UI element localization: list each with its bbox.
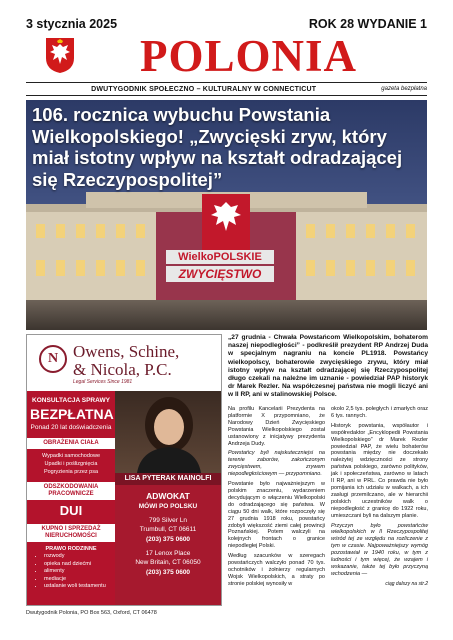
family-item: • opieka nad dziećmi	[44, 561, 112, 569]
office-1-phone: (203) 375 0600	[145, 536, 191, 543]
paragraph: Powstanie było najważniejszym w polskim znaczeniu, wydarzeniem decydującym o włączeniu Wielkopolski do odradzającego się państwa. W ciągu 50 dni walk, które rozpoczęły się 27 grudnia 1918 roku, powstańcy zdobyli większość ziemi całej prowincji Poznańskiej. Potem walczyli na kolejnych frontach o granice niepodległej Polski.	[228, 481, 325, 550]
family-item: • alimenty	[44, 568, 112, 576]
realestate-header: KUPNO I SPRZEDAŻ NIERUCHOMOŚCI	[27, 524, 115, 542]
consult-experience: Ponad 20 lat doświadczenia	[30, 424, 112, 431]
consult-free: BEZPŁATNA	[30, 406, 114, 422]
family-list	[30, 553, 112, 591]
lawyer-name: LISA PYTERAK MAINOLFI	[115, 473, 221, 485]
issue-info-line	[26, 16, 427, 32]
lawyer-role: ADWOKAT	[146, 491, 190, 501]
law-firm-advertisement	[26, 334, 222, 606]
paragraph: Według szacunków w szeregach powstańczych walczyło ponad 70 tys. ochotników i żołnierzy regularnych Wojsk Wielkopolskich, a straty po stronie polskiej wynosiły w	[228, 553, 325, 587]
free-paper-label: gazeta bezpłatna	[381, 86, 427, 92]
injury-header: OBRAŻENIA CIAŁA	[27, 438, 115, 449]
paragraph: Przyczyn było powstańców wielkopolskich w II Rzeczypospolitej wśród tej ze względu na rozliczenie z tym w czasie. Najpoważniejszy wymóg pozostawiał w 1940 roku, w tym z ludności i tym więcej, że wzajem i wskazanie, także tej było przyczyną wchodzenia —	[331, 522, 428, 577]
paragraph: Historyk powstania, współautor i współredaktor „Encyklopedii Powstania Wielkopolskiego” dr Marek Rezler powiedział PAP, że wielu bohaterów powstania między nie doczekało należytej wdzięczności ze strony państwa polskiego, zarówno polityków, jak i społeczeństwa, zarówno w latach II RP, ani w PRL. Co prawda nie było pomijania ich udziału w walkach, a ich zasługi przemilczano, ale w hierarchii polskich uczestników walk o niepodległość z granicę do 1922 roku, umieszczani byli na dalszym planie.	[331, 422, 428, 519]
dui-label: DUI	[59, 503, 83, 518]
masthead	[26, 32, 427, 80]
family-header: PRAWO RODZINNE	[45, 546, 97, 552]
consult-label: KONSULTACJA SPRAWY	[32, 397, 110, 404]
office-1-city: Trumbull, CT 06611	[139, 526, 197, 533]
newspaper-title: POLONIA	[139, 31, 357, 81]
speaks-polish: MÓWI PO POLSKU	[138, 503, 198, 510]
injury-item: Pogryzienia przez psa	[43, 469, 99, 475]
firm-tagline: Legal Services Since 1981	[73, 379, 133, 385]
office-1-street: 799 Silver Ln	[149, 517, 187, 524]
article-column-1	[228, 406, 325, 606]
firm-logo-icon: N	[39, 345, 67, 373]
banner-line-2: ZWYCIĘSTWO	[166, 266, 274, 282]
projection-banner	[166, 250, 274, 282]
office-2-city: New Britain, CT 06050	[135, 559, 201, 566]
lead-headline: 106. rocznica wybuchu Powstania Wielkopolskiego! „Zwycięski zryw, który miał istotny wpływ na kształt odradzającej się Rzeczypospolitej”	[32, 104, 403, 190]
lawyer-portrait-icon	[115, 391, 221, 473]
ad-header	[27, 335, 221, 387]
family-item: • mediacje	[44, 576, 112, 584]
office-2	[115, 549, 221, 567]
firm-name	[73, 343, 179, 379]
banner-line-1: WielkoPOLSKIE	[166, 250, 274, 264]
comp-header: ODSZKODOWANIA PRACOWNICZE	[27, 482, 115, 500]
firm-name-line-2: & Nicola, P.C.	[73, 360, 172, 379]
paragraph: Na profilu Kancelarii Prezydenta na platformie X przypomniano, że Narodowy Dzień Zwycięskiego Powstania Wielkopolskiego został ustanowiony z inicjatywy prezydenta Andrzeja Dudy.	[228, 406, 325, 447]
family-item: • rozwody	[44, 553, 112, 561]
lawyer-contact	[115, 485, 221, 605]
issue-date: 3 stycznia 2025	[26, 17, 118, 31]
services-panel	[27, 391, 115, 605]
office-2-phone: (203) 375 0600	[145, 569, 191, 576]
firm-name-line-1: Owens, Schine,	[73, 342, 180, 361]
hero-photo	[26, 100, 427, 330]
office-2-street: 17 Lenox Place	[145, 550, 191, 557]
injury-item: Upadki i poślizgnięcia	[44, 461, 98, 467]
footer-address: Dwutygodnik Polonia, PO Box 563, Oxford, CT 06478	[26, 610, 157, 616]
issue-number: ROK 28 WYDANIE 1	[308, 17, 427, 31]
office-1	[115, 516, 221, 534]
injury-item: Wypadki samochodowe	[41, 453, 101, 459]
newspaper-subtitle: DWUTYGODNIK SPOŁECZNO – KULTURALNY W CONNECTICUT	[91, 85, 317, 93]
family-item: • ustalanie woli testamentu	[44, 583, 112, 591]
article-body	[228, 406, 428, 606]
paragraph: Powstańcy byli najskuteczniejsi na terenie zaborów, zakończonym zwycięstwem, zrywem niepodległościowym — przypomniano.	[228, 450, 325, 478]
continued-on-page[interactable]: ciąg dalszy na str.2	[385, 580, 428, 587]
article-column-2	[331, 406, 428, 606]
lawyer-photo	[115, 391, 221, 473]
subtitle-bar	[26, 82, 427, 96]
paragraph: okolo 2,5 tys. poległych i zmarłych oraz 6 tys. rannych.	[331, 406, 428, 419]
article-lead: „27 grudnia - Chwała Powstańcom Wielkopolskim, bohaterom naszej niepodległości” - podkreślił prezydent RP Andrzej Duda w specjalnym nagraniu na koncie PL1918. Powstańcy wielkopolscy, bohaterowie zwycięskiego zrywu, który miał istotny wpływ na kształt odradzającej się Rzeczypospolitej długo czekali na należne im uznanie - powiedział PAP historyk dr Marek Rezler. Na współczesnej państwa nie mogli liczyć ani w II RP, ani w stalinowskiej Polsce.	[228, 334, 428, 399]
